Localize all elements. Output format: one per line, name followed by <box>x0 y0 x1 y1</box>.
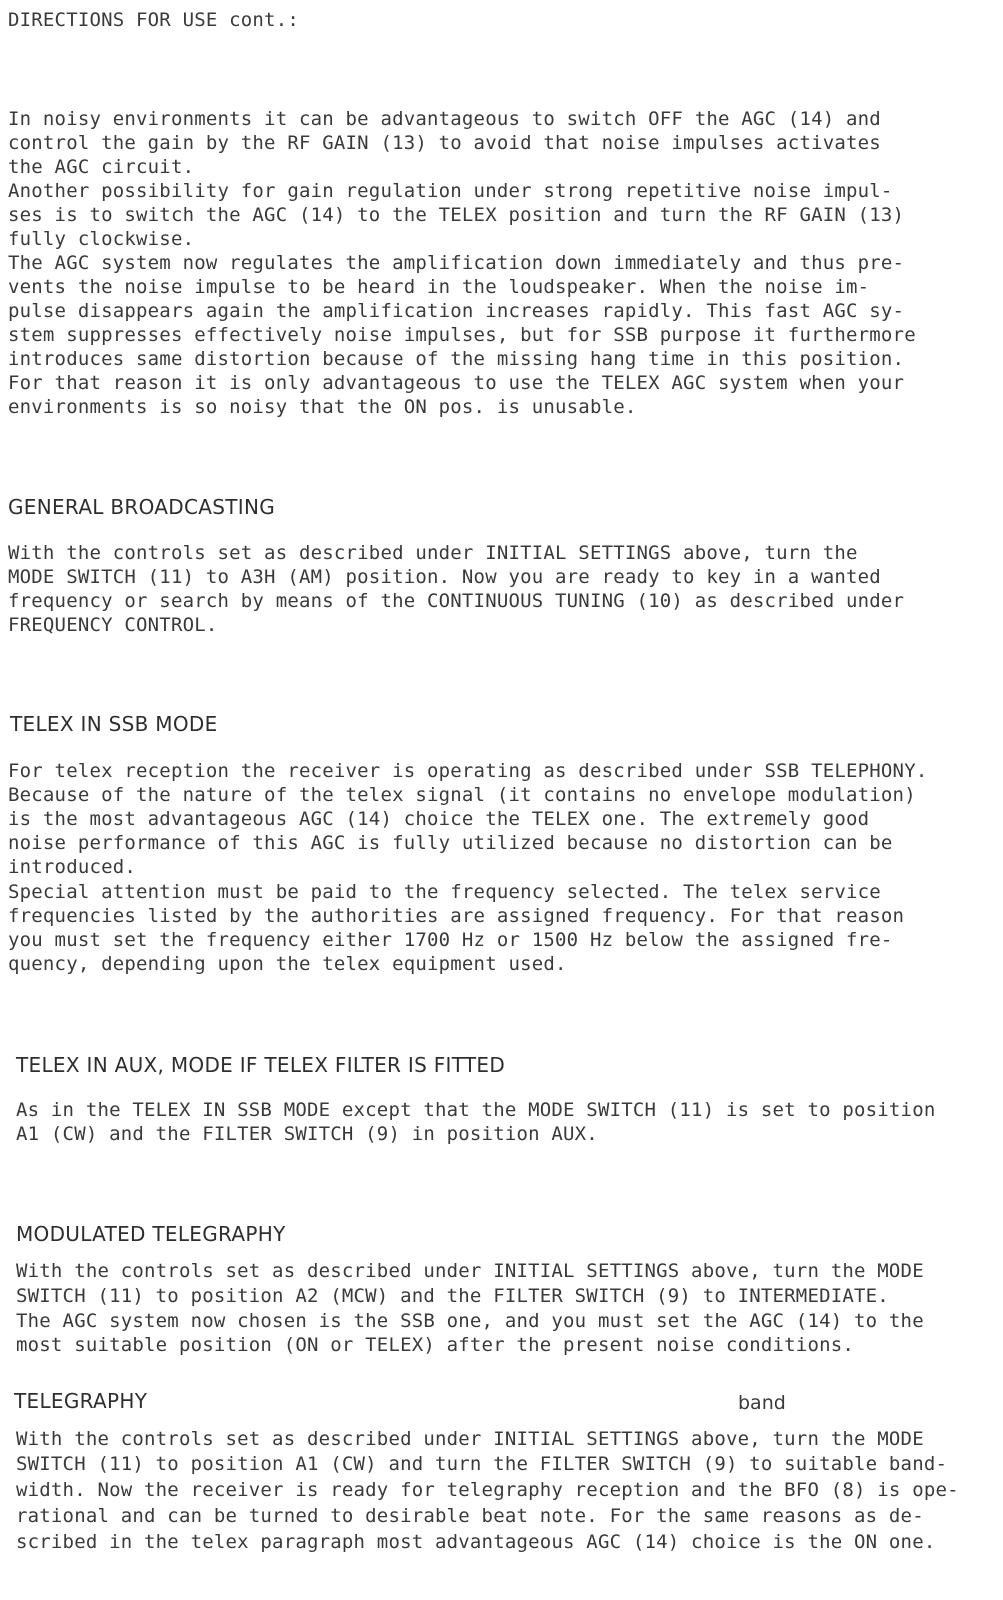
page-title: DIRECTIONS FOR USE cont.: <box>8 9 299 31</box>
text-line: As in the TELEX IN SSB MODE except that the MODE SWITCH (11) is set to position <box>16 1099 936 1121</box>
section-heading: GENERAL BROADCASTING <box>8 495 276 519</box>
text-line: width. Now the receiver is ready for telegraphy reception and the BFO (8) is ope- <box>16 1479 959 1501</box>
text-line: control the gain by the RF GAIN (13) to avoid that noise impulses activates <box>8 132 881 154</box>
text-line: most suitable position (ON or TELEX) after the present noise conditions. <box>16 1334 855 1356</box>
text-line: frequencies listed by the authorities are assigned frequency. For that reason <box>8 905 905 927</box>
section-heading: MODULATED TELEGRAPHY <box>16 1222 286 1246</box>
text-line: you must set the frequency either 1700 Hz or 1500 Hz below the assigned fre- <box>8 929 893 951</box>
text-line: For that reason it is only advantageous to use the TELEX AGC system when your <box>8 372 905 394</box>
text-line: environments is so noisy that the ON pos. is unusable. <box>8 396 637 418</box>
text-line: stem suppresses effectively noise impulses, but for SSB purpose it furthermore <box>8 324 916 346</box>
text-line: In noisy environments it can be advantageous to switch OFF the AGC (14) and <box>8 108 881 130</box>
section-heading: TELEGRAPHY <box>14 1389 148 1413</box>
text-line: With the controls set as described under INITIAL SETTINGS above, turn the MODE <box>16 1428 924 1450</box>
text-line: Another possibility for gain regulation under strong repetitive noise impul- <box>8 180 893 202</box>
text-line: SWITCH (11) to position A2 (MCW) and the FILTER SWITCH (9) to INTERMEDIATE. <box>16 1285 889 1307</box>
text-line: With the controls set as described under INITIAL SETTINGS above, turn the <box>8 542 858 564</box>
text-line: ses is to switch the AGC (14) to the TELEX position and turn the RF GAIN (13) <box>8 204 905 226</box>
text-line: introduces same distortion because of the missing hang time in this position. <box>8 348 905 370</box>
text-line: With the controls set as described under INITIAL SETTINGS above, turn the MODE <box>16 1260 924 1282</box>
text-line: FREQUENCY CONTROL. <box>8 614 218 636</box>
text-line: is the most advantageous AGC (14) choice the TELEX one. The extremely good <box>8 808 870 830</box>
text-line: SWITCH (11) to position A1 (CW) and turn the FILTER SWITCH (9) to suitable band- <box>16 1453 948 1475</box>
text-line: The AGC system now regulates the amplification down immediately and thus pre- <box>8 252 905 274</box>
text-line: scribed in the telex paragraph most advantageous AGC (14) choice is the ON one. <box>16 1531 936 1553</box>
text-line: Because of the nature of the telex signal (it contains no envelope modulation) <box>8 784 916 806</box>
text-line: noise performance of this AGC is fully utilized because no distortion can be <box>8 832 893 854</box>
text-line: The AGC system now chosen is the SSB one, and you must set the AGC (14) to the <box>16 1310 924 1332</box>
text-line: the AGC circuit. <box>8 156 195 178</box>
text-line: frequency or search by means of the CONTINUOUS TUNING (10) as described under <box>8 590 905 612</box>
text-line: rational and can be turned to desirable beat note. For the same reasons as de- <box>16 1505 924 1527</box>
text-line: A1 (CW) and the FILTER SWITCH (9) in position AUX. <box>16 1123 598 1145</box>
text-line: pulse disappears again the amplification increases rapidly. This fast AGC sy- <box>8 300 905 322</box>
section-heading: TELEX IN AUX, MODE IF TELEX FILTER IS FITTED <box>16 1053 506 1077</box>
text-line: fully clockwise. <box>8 228 195 250</box>
text-line: vents the noise impulse to be heard in the loudspeaker. When the noise im- <box>8 276 870 298</box>
text-line: MODE SWITCH (11) to A3H (AM) position. Now you are ready to key in a wanted <box>8 566 881 588</box>
text-line: Special attention must be paid to the frequency selected. The telex service <box>8 881 881 903</box>
section-heading: TELEX IN SSB MODE <box>10 712 218 736</box>
margin-note: band <box>738 1392 786 1414</box>
text-line: For telex reception the receiver is operating as described under SSB TELEPHONY. <box>8 760 928 782</box>
text-line: quency, depending upon the telex equipment used. <box>8 953 567 975</box>
text-line: introduced. <box>8 856 137 878</box>
